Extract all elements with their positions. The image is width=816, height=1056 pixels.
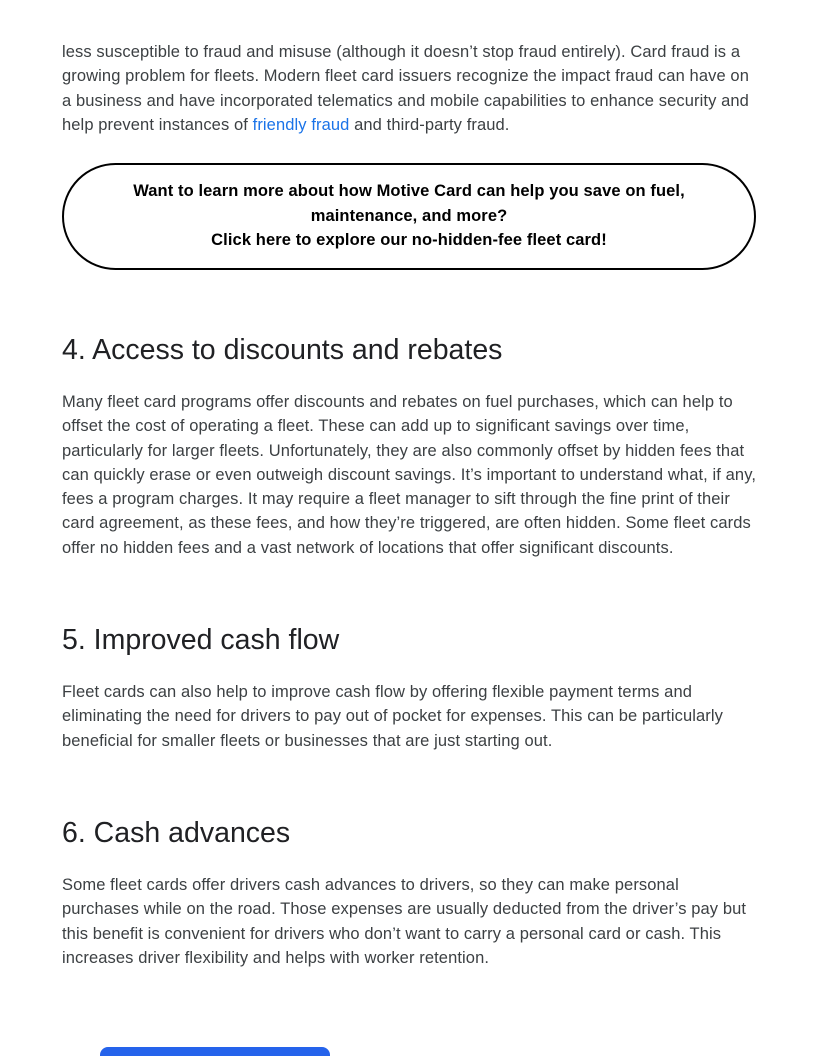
intro-paragraph bbox=[62, 40, 756, 137]
section-heading-cash-flow: 5. Improved cash flow bbox=[62, 624, 340, 657]
cta-button-partial[interactable] bbox=[100, 1047, 330, 1056]
section-heading-cash-advances: 6. Cash advances bbox=[62, 816, 291, 849]
motive-card-callout[interactable] bbox=[62, 163, 756, 270]
callout-cta-line[interactable]: Click here to explore our no-hidden-fee fleet card! bbox=[211, 231, 607, 250]
section-paragraph-discounts-rebates: Many fleet card programs offer discounts and rebates on fuel purchases, which can help to offset the cost of operating a fleet. These can add up to significant savings over time, particularly for larger fleets. Unfortunately, they are also commonly offset by hidden fees that can quickly erase or even outweigh discount savings. It’s important to understand what, if any, fees a program charges. It may require a fleet manager to sift through the fine print of their card agreement, as these fees, and how they’re triggered, are often hidden. Some fleet cards offer no hidden fees and a vast network of locations that offer significant discounts. bbox=[62, 392, 757, 557]
callout-line-2: maintenance, and more? bbox=[310, 206, 508, 225]
section-heading-discounts-rebates: 4. Access to discounts and rebates bbox=[62, 333, 503, 366]
section-paragraph-cash-flow: Fleet cards can also help to improve cash flow by offering flexible payment terms and eliminating the need for drivers to pay out of pocket for expenses. This can be particularly beneficial for smaller fleets or businesses that are just starting out. bbox=[62, 683, 723, 750]
intro-text-before-link: less susceptible to fraud and misuse (although it doesn’t stop fraud entirely). Card fraud is a growing problem for fleets. Modern fleet card issuers recognize the impact fraud can have on a business and have incorporated telematics and mobile capabilities to enhance security and help prevent instances of bbox=[62, 43, 749, 134]
callout-line-1: Want to learn more about how Motive Card can help you save on fuel, bbox=[133, 182, 685, 201]
friendly-fraud-link[interactable]: friendly fraud bbox=[252, 115, 350, 134]
section-paragraph-cash-advances: Some fleet cards offer drivers cash advances to drivers, so they can make personal purchases while on the road. Those expenses are usually deducted from the driver’s pay but this benefit is convenient for drivers who don’t want to carry a personal card or cash. This increases driver flexibility and helps with worker retention. bbox=[62, 875, 747, 967]
intro-text-after-link: and third-party fraud. bbox=[349, 115, 510, 134]
